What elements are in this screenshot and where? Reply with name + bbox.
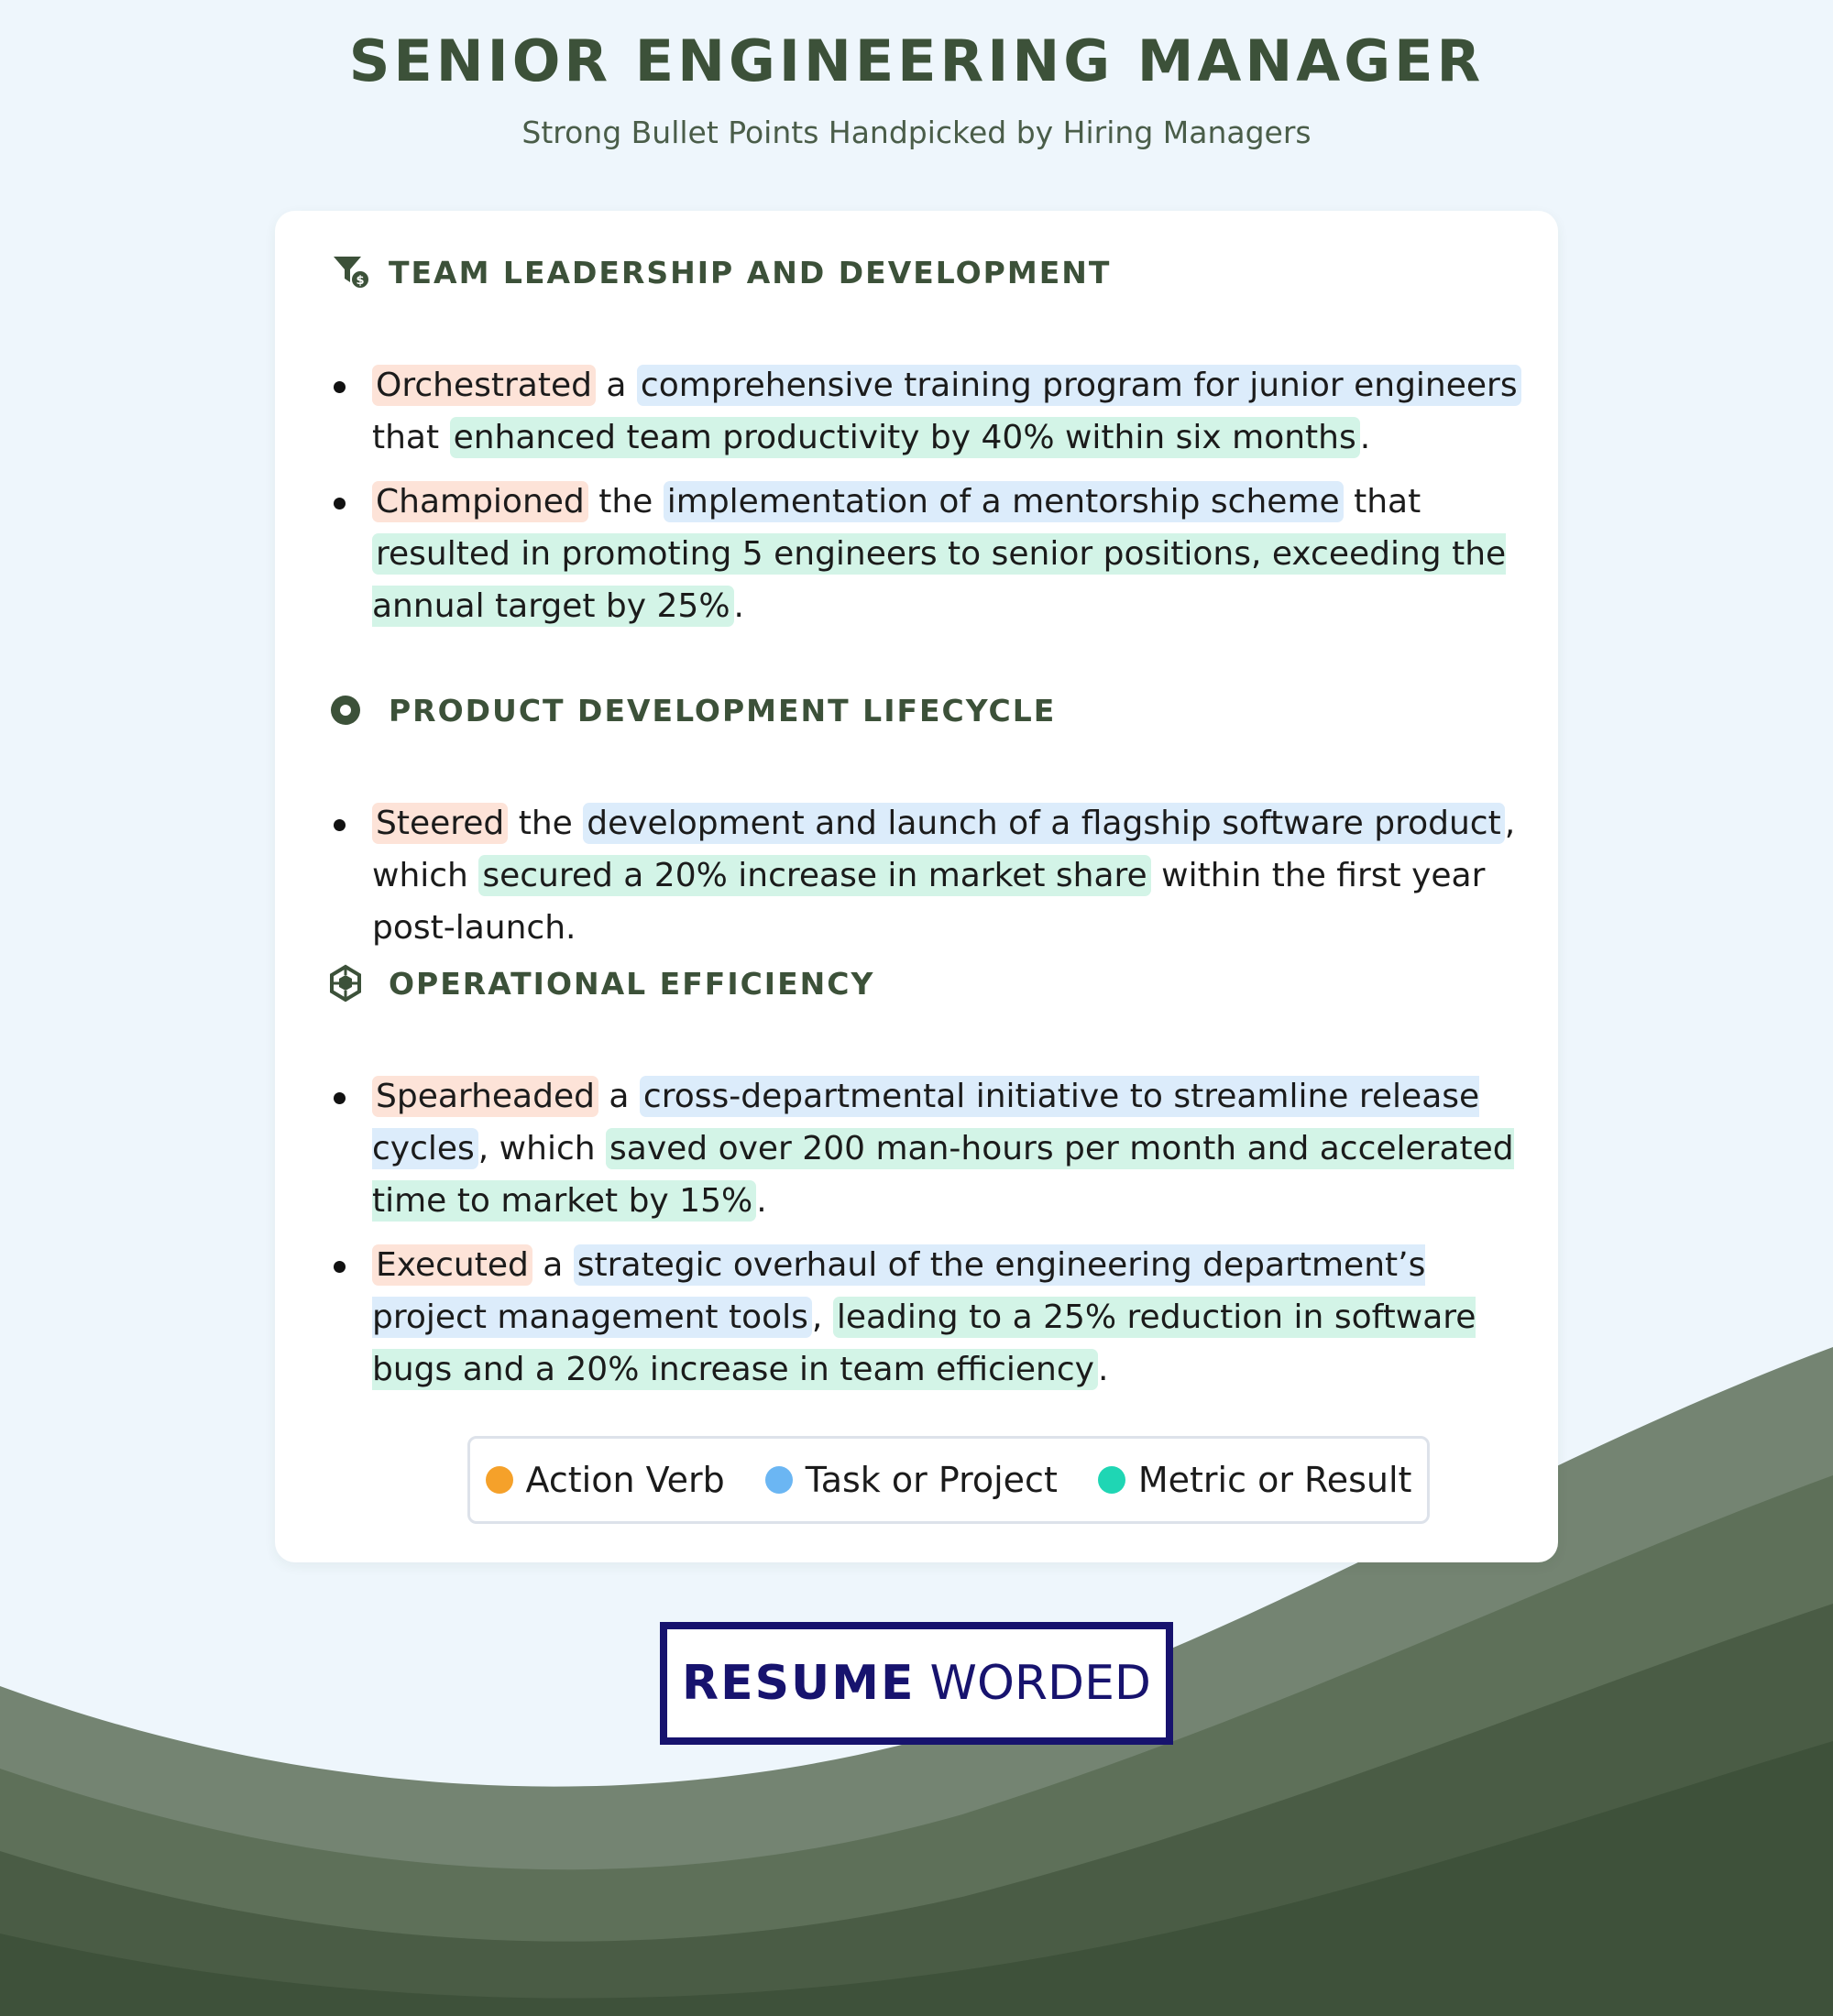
target-circle-icon — [330, 689, 372, 731]
plain-text: . — [733, 587, 744, 625]
legend-item-metric — [1098, 1460, 1412, 1500]
section-title: OPERATIONAL EFFICIENCY — [389, 965, 875, 1002]
orange-dot-icon — [486, 1466, 513, 1494]
legend-label: Action Verb — [525, 1460, 725, 1500]
section-operational-efficiency — [330, 960, 1540, 1388]
plain-text: a — [532, 1246, 574, 1284]
bullet-item — [330, 359, 1540, 464]
section-title: PRODUCT DEVELOPMENT LIFECYCLE — [389, 692, 1057, 729]
blue-dot-icon — [765, 1466, 793, 1494]
metric-or-result: saved over 200 man-hours per month and accelerated time to market by 15% — [372, 1130, 1514, 1220]
task-or-project: cross-departmental initiative to streamline release cycles — [372, 1078, 1480, 1167]
bullet-item — [330, 476, 1540, 632]
task-or-project: development and launch of a flagship software product — [583, 803, 1504, 844]
plain-text: . — [756, 1182, 767, 1220]
plain-text: , which — [477, 1130, 606, 1167]
task-or-project: implementation of a mentorship scheme — [664, 481, 1344, 522]
task-or-project: comprehensive training program for junior engineers — [637, 365, 1521, 406]
plain-text: the — [587, 483, 664, 520]
bullet-item — [330, 1070, 1540, 1227]
metric-or-result: leading to a 25% reduction in software bugs and a 20% increase in team efficiency — [372, 1298, 1476, 1388]
bullet-list — [330, 359, 1540, 644]
page-header — [0, 27, 1833, 150]
plain-text: the — [508, 805, 584, 842]
plain-text: that — [1343, 483, 1421, 520]
logo-bold-text: RESUME — [682, 1656, 916, 1711]
plain-text: , — [811, 1298, 833, 1336]
plain-text: a — [595, 367, 637, 404]
highlight-legend — [467, 1436, 1430, 1524]
action-verb: Executed — [372, 1244, 532, 1286]
metric-or-result: secured a 20% increase in market share — [478, 855, 1150, 896]
section-product-development — [330, 687, 1540, 947]
teal-dot-icon — [1098, 1466, 1125, 1494]
plain-text: a — [598, 1078, 640, 1115]
section-header — [330, 960, 1540, 1006]
section-header — [330, 249, 1540, 295]
page-subtitle: Strong Bullet Points Handpicked by Hiring Managers — [521, 115, 1312, 150]
bullet-item — [330, 797, 1540, 954]
plain-text: , which — [372, 805, 1516, 894]
bullet-list — [330, 1070, 1540, 1408]
bullet-points-card — [275, 211, 1558, 1562]
section-header — [330, 687, 1540, 733]
metric-or-result: resulted in promoting 5 engineers to senior positions, exceeding the annual target by 25% — [372, 535, 1507, 625]
svg-text:$: $ — [356, 274, 365, 288]
filter-dollar-icon — [330, 251, 372, 293]
plain-text: . — [1359, 419, 1371, 456]
cube-network-icon — [330, 962, 372, 1004]
metric-or-result: enhanced team productivity by 40% within six months — [450, 417, 1360, 458]
plain-text: within the first year post-launch. — [372, 857, 1486, 947]
action-verb: Steered — [372, 803, 508, 844]
task-or-project: strategic overhaul of the engineering department’s project management tools — [372, 1246, 1426, 1336]
section-team-leadership — [330, 249, 1540, 625]
section-title: TEAM LEADERSHIP AND DEVELOPMENT — [389, 254, 1112, 290]
action-verb: Orchestrated — [372, 365, 596, 406]
bullet-list — [330, 797, 1540, 966]
legend-item-action-verb — [486, 1460, 725, 1500]
action-verb: Championed — [372, 481, 588, 522]
resume-worded-logo[interactable] — [660, 1622, 1173, 1745]
legend-label: Metric or Result — [1137, 1460, 1412, 1500]
plain-text: that — [372, 419, 450, 456]
legend-item-task — [765, 1460, 1058, 1500]
legend-label: Task or Project — [805, 1460, 1058, 1500]
page-title: SENIOR ENGINEERING MANAGER — [348, 27, 1485, 94]
action-verb: Spearheaded — [372, 1076, 598, 1117]
logo-normal-text: WORDED — [929, 1656, 1151, 1711]
plain-text: . — [1097, 1351, 1109, 1388]
bullet-item — [330, 1239, 1540, 1396]
